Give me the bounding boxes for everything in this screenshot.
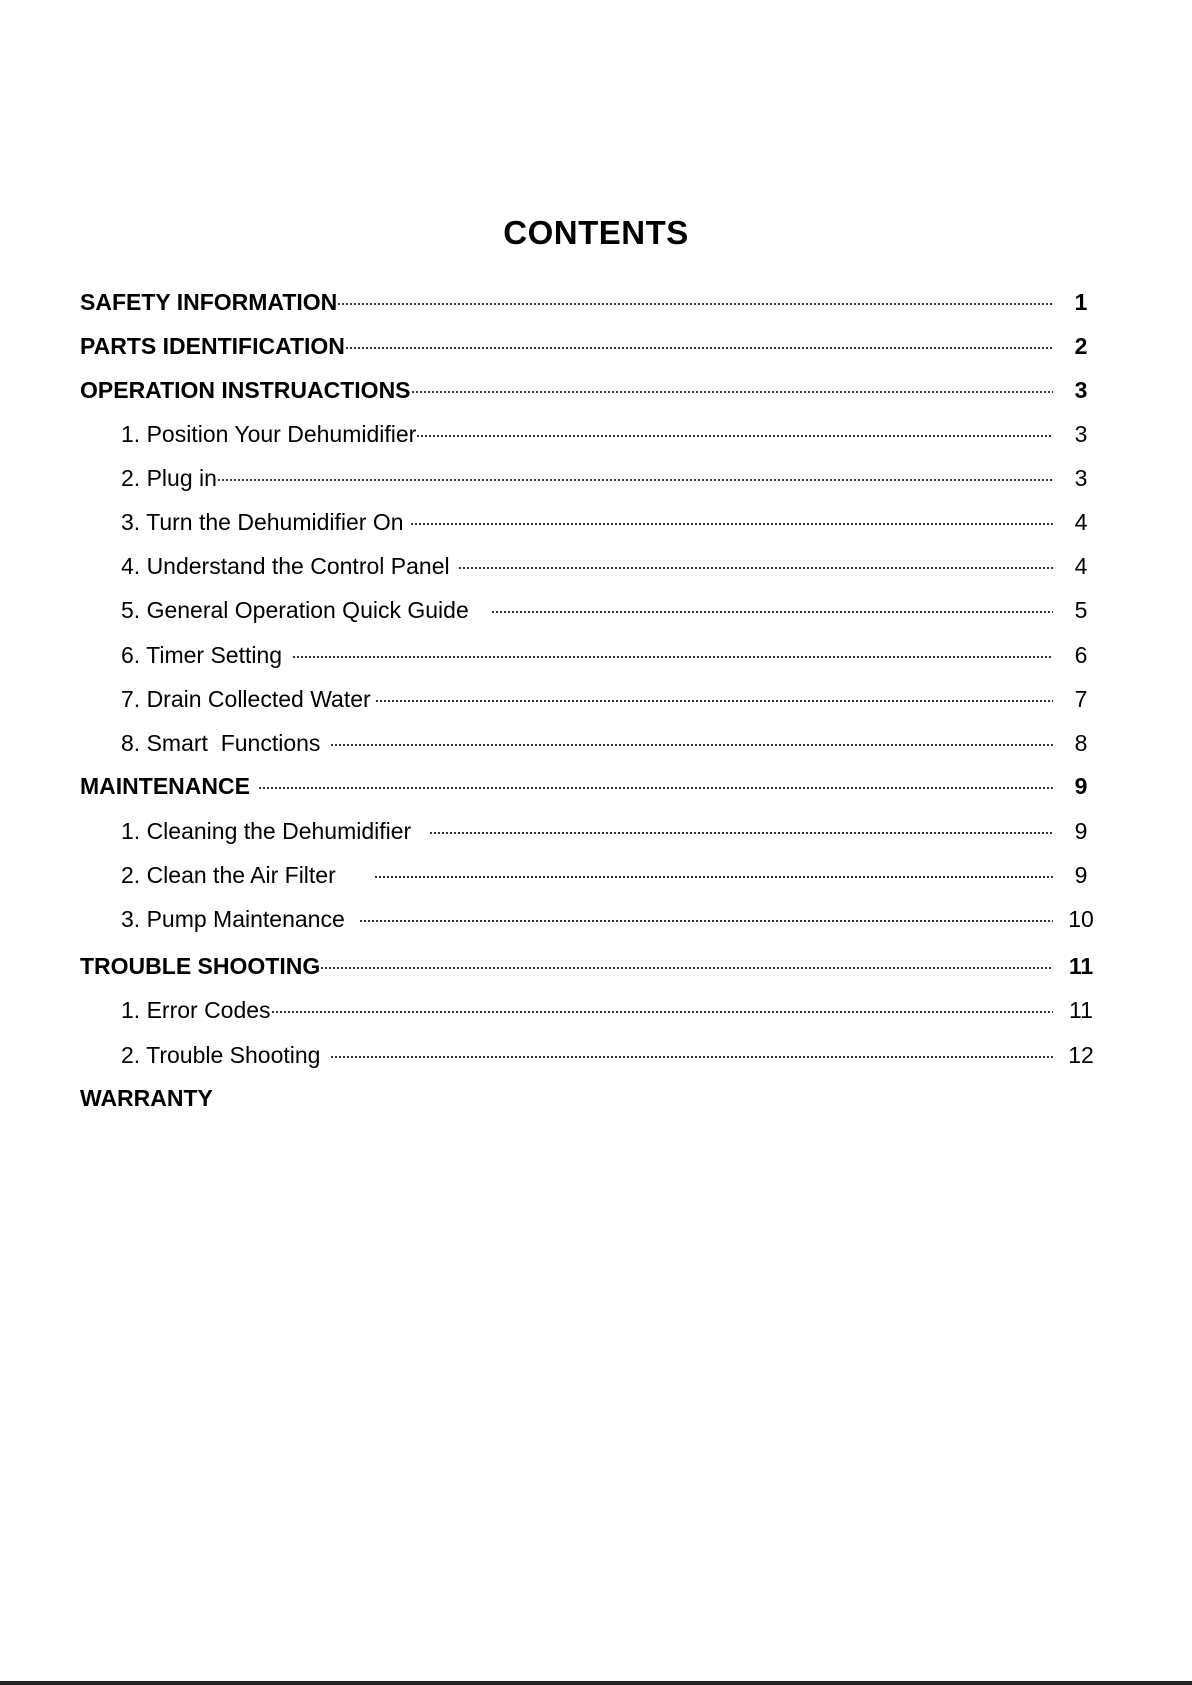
toc-dot-leader: [458, 538, 1053, 578]
toc-page-number: 5: [1074, 597, 1088, 623]
toc-dot-leader: [330, 1027, 1053, 1067]
toc-page-number: 8: [1074, 730, 1088, 756]
toc-page-number: 11: [1069, 997, 1093, 1023]
toc-page-number: 4: [1074, 553, 1088, 579]
toc-dot-leader: [410, 494, 1053, 534]
toc-dot-leader: [491, 582, 1053, 622]
toc-section-entry: [0, 318, 1192, 358]
toc-page-number: 6: [1074, 642, 1088, 668]
toc-sub-entry: [0, 891, 1192, 931]
toc-dot-leader: [330, 715, 1053, 755]
toc-section-entry: [0, 1070, 1192, 1110]
toc-dot-leader: [320, 938, 1053, 978]
toc-dot-leader: [271, 982, 1053, 1022]
toc-sub-entry: [0, 715, 1192, 755]
toc-page-number: 9: [1074, 818, 1088, 844]
toc-entry-label: 1. Position Your Dehumidifier: [121, 421, 417, 447]
toc-entry-label: SAFETY INFORMATION: [80, 289, 338, 315]
toc-sub-entry: [0, 671, 1192, 711]
toc-page-number: 11: [1068, 953, 1094, 979]
bottom-rule: [0, 1681, 1192, 1685]
toc-entry-label: 2. Trouble Shooting: [121, 1042, 321, 1068]
toc-entry-label: 1. Error Codes: [121, 997, 271, 1023]
toc-entry-label: 3. Pump Maintenance: [121, 906, 345, 932]
toc-sub-entry: [0, 494, 1192, 534]
toc-sub-entry: [0, 450, 1192, 490]
toc-page-number: 10: [1068, 906, 1094, 932]
toc-entry-label: 1. Cleaning the Dehumidifier: [121, 818, 412, 844]
toc-page-number: 7: [1074, 686, 1088, 712]
toc-dot-leader: [429, 803, 1053, 843]
toc-entry-label: 7. Drain Collected Water: [121, 686, 371, 712]
toc-dot-leader: [374, 847, 1053, 887]
toc-dot-leader: [345, 318, 1053, 358]
toc-sub-entry: [0, 1027, 1192, 1067]
toc-page-number: 9: [1074, 773, 1088, 799]
toc-sub-entry: [0, 582, 1192, 622]
toc-dot-leader: [258, 758, 1053, 798]
toc-entry-label: 5. General Operation Quick Guide: [121, 597, 469, 623]
toc-dot-leader: [359, 891, 1053, 931]
toc-dot-leader: [217, 450, 1053, 490]
toc-page-number: 9: [1074, 862, 1088, 888]
toc-page-number: 3: [1074, 421, 1088, 447]
toc-dot-leader: [375, 671, 1053, 711]
toc-entry-label: 4. Understand the Control Panel: [121, 553, 450, 579]
toc-entry-label: 3. Turn the Dehumidifier On: [121, 509, 404, 535]
toc-dot-leader: [416, 406, 1053, 446]
toc-entry-label: 2. Plug in: [121, 465, 217, 491]
toc-dot-leader: [213, 1070, 1053, 1110]
toc-dot-leader: [411, 362, 1053, 402]
toc-page-number: 12: [1068, 1042, 1094, 1068]
toc-entry-label: PARTS IDENTIFICATION: [80, 333, 345, 359]
toc-section-entry: [0, 274, 1192, 314]
toc-sub-entry: [0, 538, 1192, 578]
toc-entry-label: 8. Smart Functions: [121, 730, 321, 756]
toc-sub-entry: [0, 982, 1192, 1022]
toc-page-number: 3: [1074, 465, 1088, 491]
toc-entry-label: TROUBLE SHOOTING: [80, 953, 321, 979]
toc-entry-label: OPERATION INSTRUACTIONS: [80, 377, 411, 403]
toc-entry-label: WARRANTY: [80, 1085, 213, 1111]
toc-entry-label: MAINTENANCE: [80, 773, 250, 799]
toc-sub-entry: [0, 847, 1192, 887]
toc-page-number: 1: [1074, 289, 1088, 315]
toc-dot-leader: [337, 274, 1053, 314]
toc-entry-label: 2. Clean the Air Filter: [121, 862, 336, 888]
toc-page-number: 2: [1074, 333, 1088, 359]
page-title: CONTENTS: [503, 214, 689, 251]
toc-section-entry: [0, 758, 1192, 798]
toc-sub-entry: [0, 406, 1192, 446]
toc-page-number: 3: [1074, 377, 1088, 403]
toc-sub-entry: [0, 803, 1192, 843]
toc-section-entry: [0, 938, 1192, 978]
toc-section-entry: [0, 362, 1192, 402]
toc-entry-label: 6. Timer Setting: [121, 642, 283, 668]
toc-dot-leader: [292, 627, 1053, 667]
toc-page-number: 4: [1074, 509, 1088, 535]
toc-sub-entry: [0, 627, 1192, 667]
